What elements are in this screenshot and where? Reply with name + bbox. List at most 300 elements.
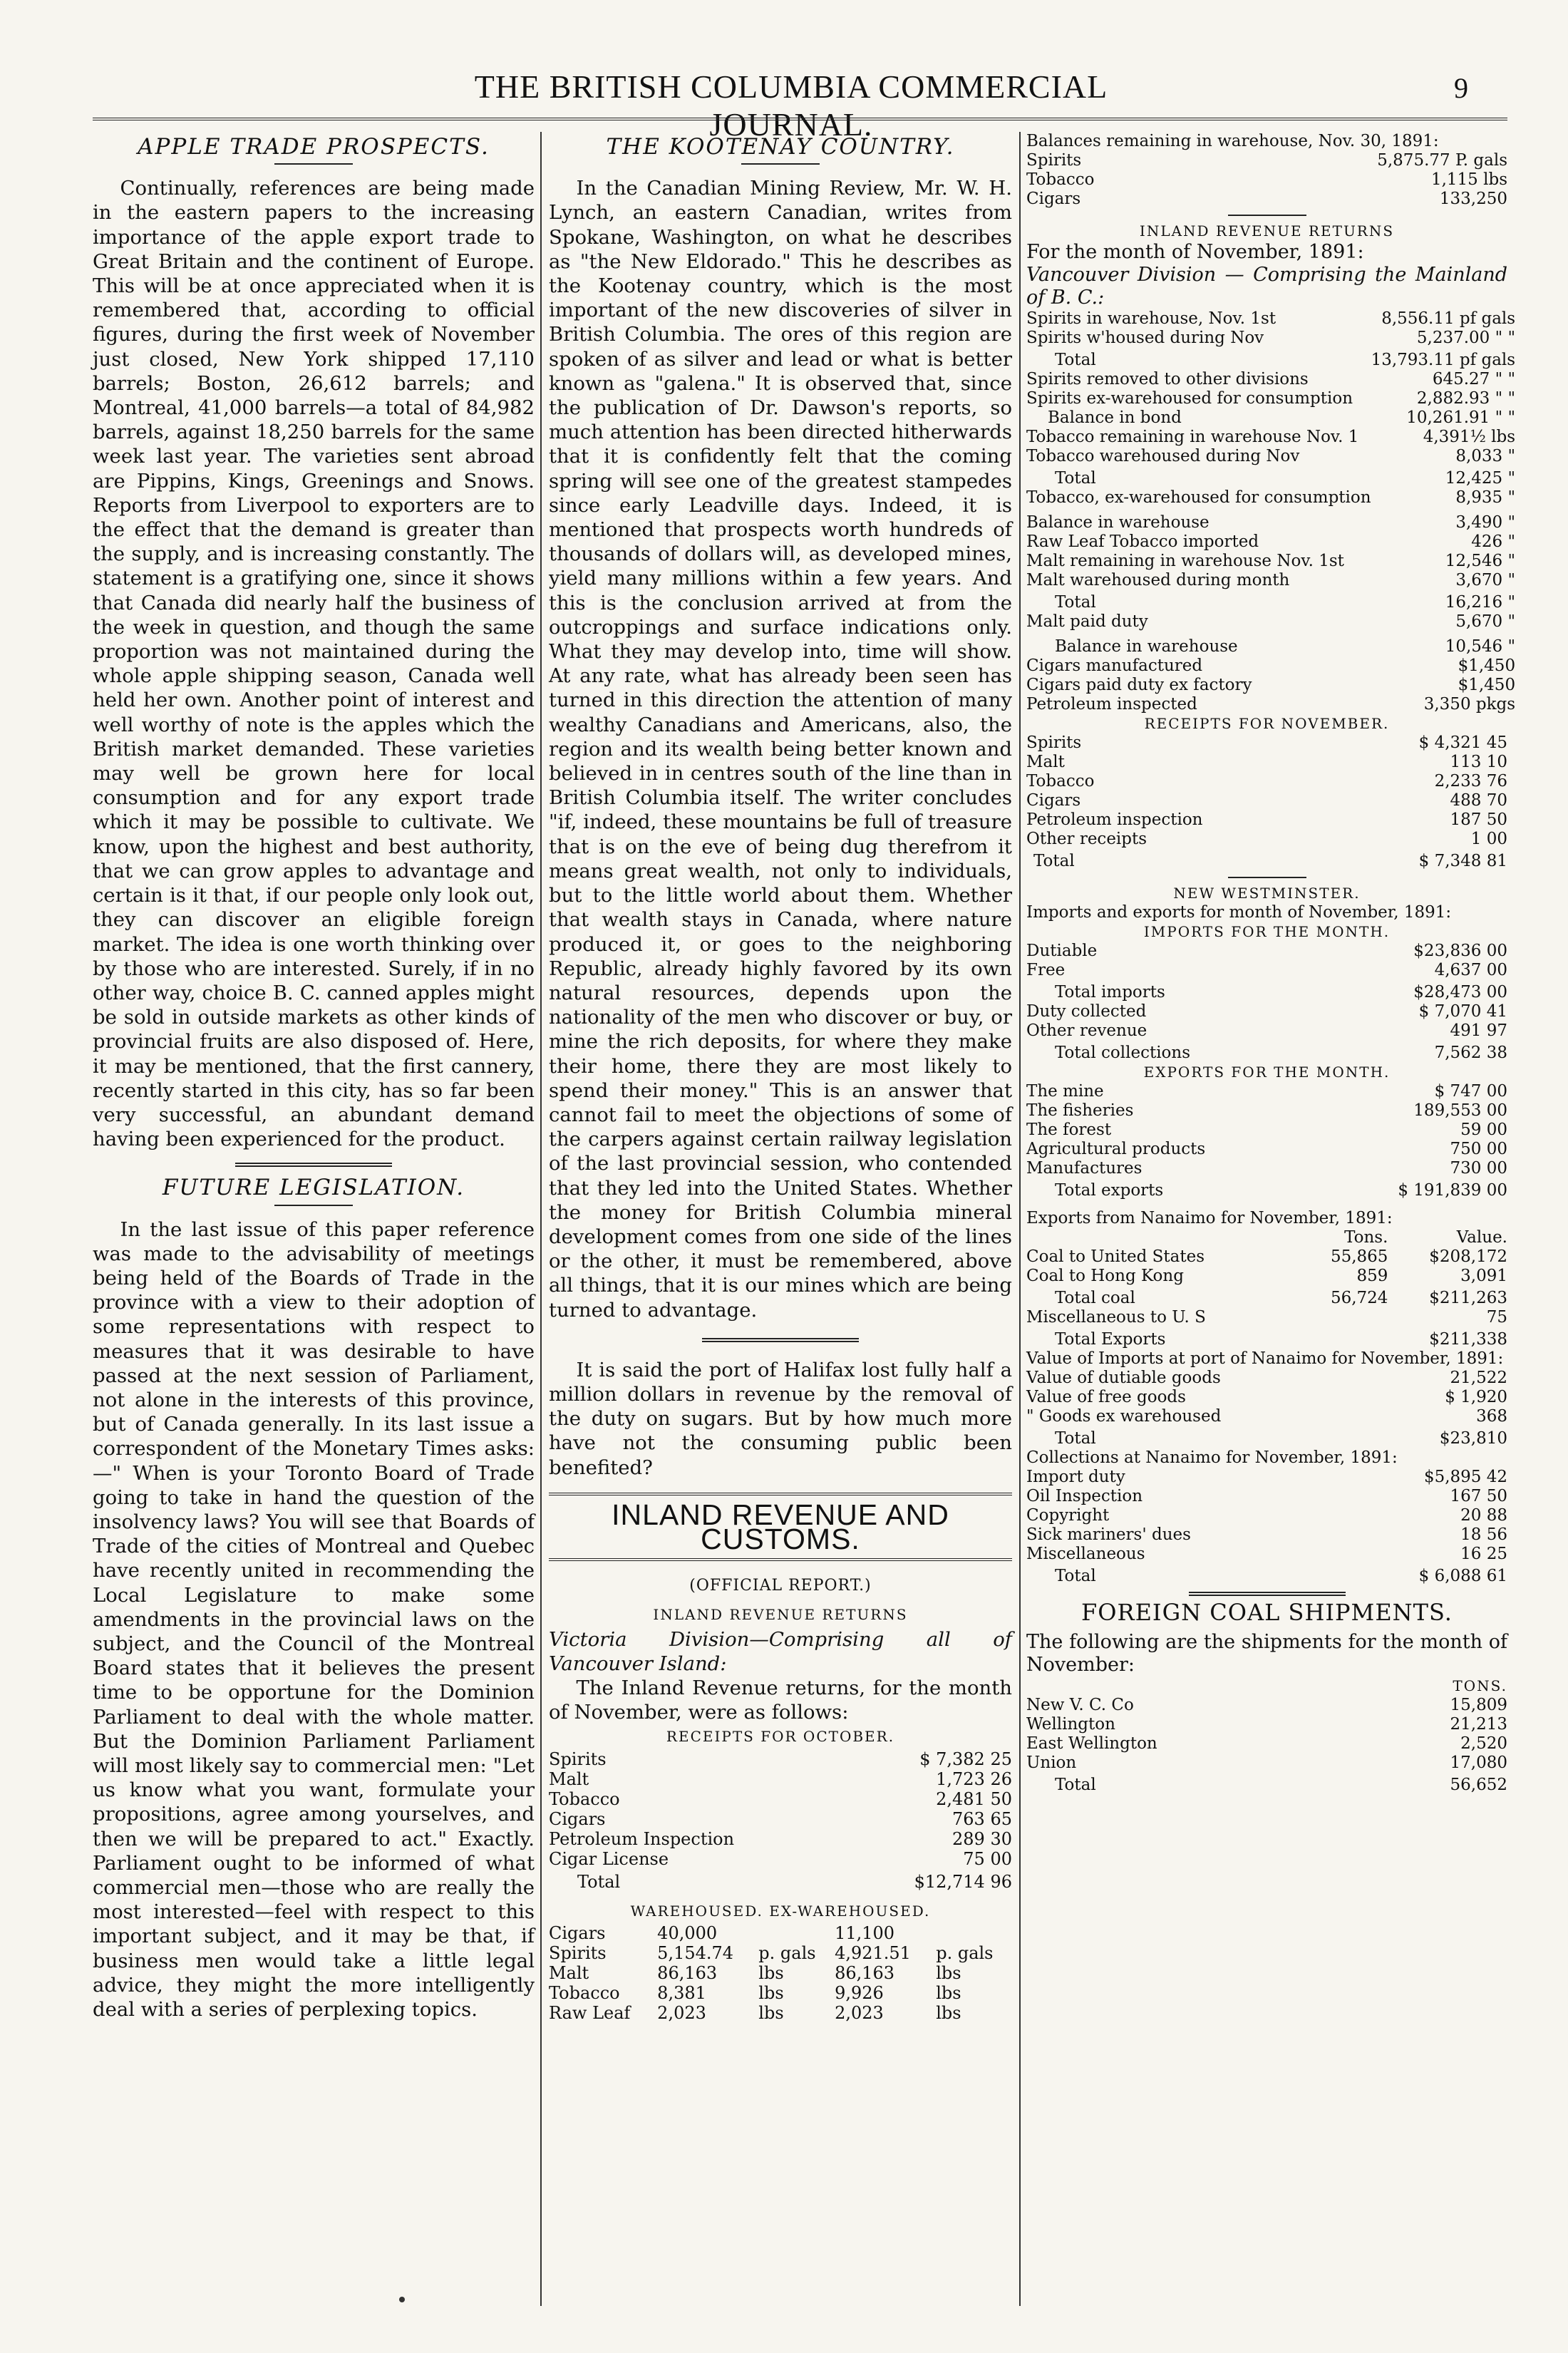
row-value: 56,652 <box>1450 1776 1507 1794</box>
row-label: Other revenue <box>1026 1021 1147 1040</box>
balances-table <box>1026 151 1507 209</box>
row-label: Total <box>1055 1567 1096 1585</box>
title-rule <box>1228 215 1306 216</box>
vancouver-table <box>1026 309 1515 714</box>
row-unit: lbs <box>936 1982 961 2003</box>
nw-exports-table <box>1026 1082 1507 1200</box>
table-row <box>1026 1487 1507 1506</box>
section-divider <box>235 1163 392 1167</box>
row-value: 2,481 50 <box>936 1788 1012 1809</box>
row-label: Spirits <box>1026 151 1082 170</box>
intro-text: Collections at Nanaimo for November, 1891: <box>1026 1448 1398 1467</box>
table-row <box>1026 370 1515 389</box>
row-value: $ 1,920 <box>1445 1388 1507 1406</box>
column-left <box>93 132 535 2022</box>
table-row <box>1026 753 1507 772</box>
column-header <box>1026 1228 1301 1247</box>
row-unit: lbs <box>758 2002 784 2023</box>
row-label: Coal to United States <box>1026 1247 1205 1266</box>
table-row <box>1026 1121 1507 1140</box>
table-row <box>1026 1159 1507 1178</box>
table-heading: INLAND REVENUE RETURNS <box>653 1606 908 1624</box>
table-row <box>1026 961 1507 980</box>
table-row <box>549 1809 1012 1829</box>
row-label: Total coal <box>1055 1289 1135 1307</box>
row-label: Cigars <box>1026 791 1081 810</box>
row-label: Total <box>1055 351 1096 369</box>
row-value: 16 25 <box>1460 1545 1507 1563</box>
row-value: $ 7,348 81 <box>1418 852 1507 870</box>
total-row <box>1026 1564 1507 1586</box>
title-rule <box>274 1205 353 1206</box>
row-label: Value of dutiable goods <box>1026 1369 1221 1387</box>
row-value: 3,091 <box>1460 1267 1507 1285</box>
intro-text: For the month of November, 1891: <box>1026 241 1364 263</box>
page-dot <box>399 2297 405 2302</box>
row-label: Cigars <box>549 1808 606 1829</box>
row-value: 11,100 <box>835 1922 895 1943</box>
row-unit: lbs <box>758 1982 784 2003</box>
article-title: FUTURE LEGISLATION. <box>162 1175 465 1201</box>
coal-table <box>1026 1677 1507 1795</box>
row-value: 10,546 " <box>1445 637 1516 656</box>
table-row <box>549 1749 1012 1769</box>
row-value: $ 7,070 41 <box>1418 1002 1507 1021</box>
row-label: Cigars paid duty ex factory <box>1026 676 1252 694</box>
row-value: $ 7,382 25 <box>919 1749 1012 1769</box>
row-value: 86,163 <box>835 1962 895 1983</box>
table-row <box>1026 1696 1507 1715</box>
row-value: 5,875.77 P. gals <box>1377 151 1507 170</box>
table-row <box>1026 532 1515 552</box>
row-label: Tobacco remaining in warehouse Nov. 1 <box>1026 428 1359 446</box>
row-label: Tobacco <box>549 1788 620 1809</box>
row-value: 10,261.91 " " <box>1406 408 1516 427</box>
row-label: Malt <box>549 1962 589 1983</box>
row-label: Total <box>1055 1429 1096 1448</box>
total-row <box>1026 1041 1507 1063</box>
table-row <box>1026 1308 1507 1327</box>
article-title: THE KOOTENAY COUNTRY. <box>606 134 955 160</box>
row-label: Spirits <box>549 1749 607 1769</box>
row-label: Dutiable <box>1026 942 1098 960</box>
row-value: 3,670 " <box>1455 571 1516 589</box>
table-row <box>1026 1468 1507 1487</box>
row-label: Total <box>1055 593 1096 612</box>
row-label: Spirits removed to other divisions <box>1026 370 1309 388</box>
row-value: 55,865 <box>1330 1247 1388 1266</box>
row-label: Wellington <box>1026 1715 1115 1734</box>
row-label: Total <box>1033 852 1075 870</box>
row-value: 167 50 <box>1450 1487 1507 1505</box>
row-label: Petroleum inspection <box>1026 810 1203 829</box>
table-row <box>1026 1407 1507 1426</box>
collections-table <box>1026 1468 1507 1586</box>
table-row <box>1026 695 1515 714</box>
row-unit: lbs <box>936 2002 961 2023</box>
row-value: 4,391½ lbs <box>1423 428 1516 446</box>
table-row <box>1026 447 1515 466</box>
row-label: Total <box>1055 469 1096 488</box>
row-value: 13,793.11 pf gals <box>1371 351 1516 369</box>
row-value: 2,023 <box>835 2002 884 2023</box>
table-row <box>549 1789 1012 1809</box>
column-middle <box>549 132 1012 2023</box>
row-value: 8,935 " <box>1455 488 1516 507</box>
row-value: 9,926 <box>835 1982 884 2003</box>
row-value: 4,637 00 <box>1434 961 1507 979</box>
total-row <box>1026 1426 1507 1448</box>
article-body: It is said the port of Halifax lost fully half a million dollars in revenue by the removal of the duty on sugars. But by how much more have not the consuming public been benefited? <box>549 1358 1012 1479</box>
row-value: 859 <box>1356 1267 1388 1285</box>
row-value: 5,237.00 " " <box>1416 329 1516 347</box>
row-label: Spirits <box>549 1942 607 1963</box>
row-value: 15,809 <box>1450 1696 1507 1714</box>
row-unit: p. gals <box>758 1942 816 1963</box>
row-label: Sick mariners' dues <box>1026 1525 1191 1544</box>
row-label: The fisheries <box>1026 1101 1134 1120</box>
row-label: Union <box>1026 1754 1077 1772</box>
row-label: Copyright <box>1026 1506 1110 1525</box>
table-row <box>1026 428 1515 447</box>
intro-text: Value of Imports at port of Nanaimo for November, 1891: <box>1026 1349 1504 1368</box>
article-body: The Inland Revenue returns, for the month of November, were as follows: <box>549 1676 1012 1724</box>
row-value: 18 56 <box>1460 1525 1507 1544</box>
row-label: Duty collected <box>1026 1002 1147 1021</box>
title-rule <box>1228 877 1306 878</box>
row-label: The mine <box>1026 1082 1104 1101</box>
table-row <box>1026 1734 1507 1754</box>
row-value: 2,023 <box>657 2002 706 2023</box>
table-row <box>549 2003 1012 2023</box>
row-label: East Wellington <box>1026 1734 1157 1753</box>
table-row <box>1026 1525 1507 1545</box>
total-row <box>1026 466 1515 488</box>
table-row <box>1026 612 1515 632</box>
row-value: 289 30 <box>952 1828 1012 1849</box>
table-row <box>1026 329 1515 348</box>
row-label: Balance in warehouse <box>1055 637 1238 656</box>
table-row <box>1026 733 1507 753</box>
row-value: 5,154.74 <box>657 1942 734 1963</box>
section-divider <box>1189 1592 1346 1596</box>
table-row <box>549 1923 1012 1943</box>
table-row <box>1026 1545 1507 1564</box>
row-value: 750 00 <box>1450 1140 1507 1158</box>
table-heading: RECEIPTS FOR NOVEMBER. <box>1144 715 1390 732</box>
row-label: Spirits ex-warehoused for consumption <box>1026 389 1353 408</box>
table-row <box>1026 571 1515 590</box>
article-body: In the last issue of this paper reference was made to the advisability of meetings being held of the Boards of Trade in the province with a view to their adoption of some representations with respect to measures that it was desirable to have passed at the next session of Parliament, not alone in the interests of this province, but of Canada generally. In its last issue a correspondent of the Monetary Times asks:—" When is your Toronto Board of Trade going to take in hand the question of the insolvency laws? You will see that Boards of Trade of the cities of Montreal and Quebec have recently united in recommending the Local Legislature to make some amendments in the provincial laws on the subject, and the Council of the Montreal Board states that it believes the present time to be opportune for the Dominion Parliament to deal with the whole matter. But the Dominion Parliament Parliament will most likely say to commercial men: "Let us know what you want, formulate your propositions, agree among yourselves, and then we will be prepared to act." Exactly. Parliament ought to be informed of what commercial men—those who are really the most interested—feel with respect to this important subject, and it may be that, if business men would take a little legal advice, they might the more intelligently deal with a series of perplexing topics. <box>93 1217 535 2022</box>
table-row <box>1026 1002 1507 1021</box>
row-value: 763 65 <box>952 1808 1012 1829</box>
row-value: 187 50 <box>1450 810 1507 829</box>
table-row <box>1026 772 1507 791</box>
row-value: 75 <box>1486 1308 1507 1327</box>
row-unit <box>758 1923 835 1943</box>
row-label: Total Exports <box>1055 1330 1166 1349</box>
warehoused-table <box>549 1923 1012 2023</box>
row-label: Tobacco, ex-warehoused for consumption <box>1026 488 1371 507</box>
row-value <box>1301 1308 1388 1327</box>
row-label: Coal to Hong Kong <box>1026 1267 1184 1285</box>
row-label: Malt warehoused during month <box>1026 571 1290 589</box>
row-value: $23,836 00 <box>1413 942 1507 960</box>
row-label: Malt <box>549 1768 589 1789</box>
total-row <box>1026 1286 1507 1308</box>
row-value: 189,553 00 <box>1413 1101 1507 1120</box>
row-value: $5,895 42 <box>1423 1468 1507 1486</box>
table-row <box>1026 151 1507 170</box>
total-row <box>1026 1327 1507 1349</box>
table-heading: INLAND REVENUE RETURNS <box>1139 222 1395 240</box>
row-value: 3,490 " <box>1455 513 1516 532</box>
row-unit: lbs <box>936 1962 961 1983</box>
row-value <box>1301 1327 1388 1349</box>
table-header-row <box>1026 1677 1507 1696</box>
row-unit: lbs <box>758 1962 784 1983</box>
section-subtitle: (OFFICIAL REPORT.) <box>689 1577 872 1595</box>
row-value: 133,250 <box>1439 190 1507 208</box>
table-heading: EXPORTS FOR THE MONTH. <box>1143 1064 1391 1081</box>
total-row <box>1026 1773 1507 1795</box>
row-value: 1 00 <box>1470 830 1507 848</box>
column-separator <box>540 132 542 2306</box>
row-value: 8,556.11 pf gals <box>1381 309 1516 328</box>
title-rule <box>741 163 820 165</box>
row-value: 2,520 <box>1460 1734 1507 1753</box>
receipts-table <box>549 1749 1012 1892</box>
receipts-november-table <box>1026 733 1507 871</box>
row-label: Spirits <box>1026 733 1082 752</box>
article-body: Continually, references are being made in the eastern papers to the increasing importance of the apple export trade to Great Britain and the continent of Europe. This will be at once appreciated when it is remembered that, according to official figures, during the first week of November just closed, New York shipped 17,110 barrels; Boston, 26,612 barrels; and Montreal, 41,000 barrels—a total of 84,982 barrels, against 18,250 barrels for the same week last year. The varieties sent abroad are Pippins, Kings, Greenings and Snows. Reports from Liverpool to exporters are to the effect that the demand is greater than the supply, and is increasing constantly. The statement is a gratifying one, since it shows that Canada did nearly half the business of the week in question, and though the same proportion was not maintained during the whole apple shipping season, Canada well held her own. Another point of interest and well worthy of note is the apples which the British market demanded. These varieties may well be grown here for local consumption and for any export trade which it may be possible to cultivate. We know, upon the highest and best authority, that we can grow apples to advantage and certain is it that, if our people only look out, they can discover an eligible foreign market. The idea is one worth thinking over by those who are interested. Surely, if in no other way, choice B. C. canned apples might be sold in outside markets as other kinds of provincial fruits are also disposed of. Here, it may be mentioned, that the first cannery, recently started in this city, has so far been very successful, an abundant demand having been experienced for the product. <box>93 177 535 1151</box>
row-label: Cigars <box>1026 190 1081 208</box>
table-row <box>1026 942 1507 961</box>
row-label: The forest <box>1026 1121 1112 1139</box>
row-label: Spirits w'housed during Nov <box>1026 329 1264 347</box>
row-label: New V. C. Co <box>1026 1696 1134 1714</box>
row-label: Total <box>577 1871 621 1892</box>
row-label: Spirits in warehouse, Nov. 1st <box>1026 309 1276 328</box>
table-row <box>1026 830 1507 849</box>
row-label: Miscellaneous <box>1026 1545 1145 1563</box>
row-value: 491 97 <box>1450 1021 1507 1040</box>
spacer <box>1026 1200 1507 1209</box>
table-row <box>1026 676 1515 695</box>
table-row <box>1026 389 1515 408</box>
row-label: Total <box>1055 1776 1096 1794</box>
row-label: Cigars <box>549 1922 606 1943</box>
table-row <box>1026 1082 1507 1101</box>
table-row <box>1026 488 1515 508</box>
row-value: 75 00 <box>963 1848 1012 1869</box>
row-label: Cigars manufactured <box>1026 657 1203 675</box>
table-row <box>1026 190 1507 209</box>
row-value: 730 00 <box>1450 1159 1507 1178</box>
row-value: 21,213 <box>1450 1715 1507 1734</box>
section-divider <box>702 1338 859 1342</box>
table-row <box>1026 1021 1507 1041</box>
row-label: Tobacco <box>549 1982 620 2003</box>
total-row <box>1026 1178 1507 1200</box>
table-row <box>549 1943 1012 1963</box>
table-header-row <box>1026 1228 1507 1247</box>
division-heading: Vancouver Division — Comprising the Mainland of B. C.: <box>1026 264 1507 309</box>
article-title: APPLE TRADE PROSPECTS. <box>138 134 490 160</box>
row-label: Malt remaining in warehouse Nov. 1st <box>1026 552 1344 570</box>
intro-text: The following are the shipments for the month of November: <box>1026 1631 1507 1676</box>
row-label: Agricultural products <box>1026 1140 1206 1158</box>
row-value: 21,522 <box>1450 1369 1507 1387</box>
row-value: $ 747 00 <box>1434 1082 1507 1101</box>
row-value: 7,562 38 <box>1434 1044 1507 1062</box>
nw-imports-table <box>1026 942 1507 1063</box>
table-row <box>1026 170 1507 190</box>
row-value: 56,724 <box>1330 1289 1388 1307</box>
division-heading: Victoria Division—Comprising all of Vancouver Island: <box>549 1627 1012 1675</box>
intro-text: Exports from Nanaimo for November, 1891: <box>1026 1209 1393 1227</box>
row-value: 426 " <box>1471 532 1516 551</box>
section-banner: INLAND REVENUE AND CUSTOMS. <box>549 1493 1012 1561</box>
table-row <box>1026 1247 1507 1267</box>
article-body: In the Canadian Mining Review, Mr. W. H. Lynch, an eastern Canadian, writes from Spokane, Washington, on what he describes as "the New Eldorado." This he describes as the Kootenay country, which is the most important of the new discoveries of silver in British Columbia. The ores of this region are spoken of as silver and lead or what is better known as "galena." It is observed that, since the publication of Dr. Dawson's reports, so much attention has been directed hitherwards that it is confidently felt that the coming spring will see one of the greatest stampedes since early Leadville days. Indeed, it is mentioned that prospects worth hundreds of thousands of dollars will, as developed mines, yield many millions within a few years. And this is the conclusion arrived at from the outcroppings and surface indications only. What they may develop into, time will show. At any rate, what has already been seen has turned in this direction the attention of many wealthy Canadians and Americans, also, the region and its wealth being better known and believed in in centres south of the line than in British Columbia itself. The writer concludes "if, indeed, these mountains be full of treasure that is on the eve of being dug therefrom it means great wealth, not only to individuals, but to the little world about them. Whether that wealth stays in Canada, where nature produced it, or goes to the neighboring Republic, already highly favored by its own natural resources, depends upon the nationality of the men who discover or buy, or mine the rich deposits, for where they make their home, there they are most likely to spend their money." This is an answer that cannot fail to meet the objections of some of the carpers against certain railway legislation of the last provincial session, who contended that they led into the United States. Whether the money for British Columbia mineral development comes from one side of the lines or the other, it must be remembered, above all things, that it is our mines which are being turned to advantage. <box>549 177 1012 1322</box>
row-value: 59 00 <box>1460 1121 1507 1139</box>
row-label: Free <box>1026 961 1066 979</box>
table-row <box>1026 1369 1507 1388</box>
row-label: Tobacco <box>1026 772 1095 791</box>
table-row <box>549 1849 1012 1869</box>
table-row <box>1026 657 1515 676</box>
section-heading: FOREIGN COAL SHIPMENTS. <box>1081 1599 1453 1626</box>
row-value: $12,714 96 <box>914 1871 1012 1892</box>
row-label: Other receipts <box>1026 830 1147 848</box>
row-label: Balance in bond <box>1048 408 1182 427</box>
row-label: Miscellaneous to U. S <box>1026 1308 1206 1327</box>
row-value: 17,080 <box>1450 1754 1507 1772</box>
row-value: $23,810 <box>1439 1429 1507 1448</box>
row-value: 3,350 pkgs <box>1423 695 1516 714</box>
table-heading: Balances remaining in warehouse, Nov. 30, 1891: <box>1026 132 1439 150</box>
table-row <box>1026 1715 1507 1734</box>
row-label: Import duty <box>1026 1468 1125 1486</box>
row-value: 1,115 lbs <box>1430 170 1507 189</box>
table-row <box>549 1983 1012 2003</box>
row-value: 2,882.93 " " <box>1416 389 1516 408</box>
row-value: $211,263 <box>1429 1289 1507 1307</box>
column-right <box>1026 132 1516 1795</box>
row-value: $ 191,839 00 <box>1398 1181 1507 1200</box>
row-label: Total collections <box>1055 1044 1191 1062</box>
table-row <box>1026 810 1507 830</box>
row-label: Tobacco <box>1026 170 1095 189</box>
row-value: 488 70 <box>1450 791 1507 810</box>
masthead-rule <box>93 118 1507 120</box>
row-value: $ 6,088 61 <box>1418 1567 1507 1585</box>
row-label: Total exports <box>1055 1181 1164 1200</box>
row-value: $ 4,321 45 <box>1418 733 1507 752</box>
table-row <box>1026 1388 1507 1407</box>
masthead-title: THE BRITISH COLUMBIA COMMERCIAL JOURNAL. <box>474 68 1108 143</box>
table-row <box>1026 408 1515 428</box>
row-label: Total imports <box>1055 983 1165 1002</box>
row-value: 645.27 " " <box>1432 370 1516 388</box>
column-separator <box>1019 132 1021 2306</box>
table-heading: WAREHOUSED. EX-WAREHOUSED. <box>630 1902 931 1920</box>
row-label: Malt paid duty <box>1026 612 1148 631</box>
row-value: $211,338 <box>1429 1330 1507 1349</box>
table-heading: IMPORTS FOR THE MONTH. <box>1143 923 1391 940</box>
table-row <box>1026 1506 1507 1525</box>
row-value: $1,450 <box>1458 676 1516 694</box>
column-header: Tons. <box>1344 1228 1388 1247</box>
total-row <box>1026 590 1515 612</box>
row-value: 8,381 <box>657 1982 706 2003</box>
total-row <box>1026 980 1507 1002</box>
row-value: 2,233 76 <box>1434 772 1507 791</box>
row-value: 40,000 <box>657 1922 718 1943</box>
row-value: 5,670 " <box>1455 612 1516 631</box>
table-row <box>1026 309 1515 329</box>
row-value: 1,723 26 <box>936 1768 1012 1789</box>
row-label: Tobacco warehoused during Nov <box>1026 447 1300 465</box>
row-unit: p. gals <box>936 1942 994 1963</box>
table-heading: NEW WESTMINSTER. <box>1173 885 1361 902</box>
table-row <box>1026 552 1515 571</box>
total-row <box>1026 348 1515 370</box>
row-label: Petroleum Inspection <box>549 1828 735 1849</box>
row-label: Malt <box>1026 753 1065 771</box>
total-row <box>549 1869 1012 1892</box>
row-value: 12,425 " <box>1445 469 1516 488</box>
intro-text: Imports and exports for month of November, 1891: <box>1026 903 1452 922</box>
page-number: 9 <box>1454 72 1468 104</box>
table-row <box>549 1769 1012 1789</box>
row-label: Raw Leaf <box>549 2002 631 2023</box>
row-value: $1,450 <box>1458 657 1516 675</box>
row-label: Oil Inspection <box>1026 1487 1143 1505</box>
table-row <box>1026 1140 1507 1159</box>
row-label: Petroleum inspected <box>1026 695 1197 714</box>
row-value: 16,216 " <box>1445 593 1516 612</box>
row-label: Cigar License <box>549 1848 669 1869</box>
row-label: Value of free goods <box>1026 1388 1186 1406</box>
row-value: $28,473 00 <box>1413 983 1507 1002</box>
row-value: 8,033 " <box>1455 447 1516 465</box>
column-header: TONS. <box>1453 1677 1507 1694</box>
row-value: 20 88 <box>1460 1506 1507 1525</box>
row-unit <box>936 1923 1012 1943</box>
nanaimo-exports-table <box>1026 1228 1507 1349</box>
row-label: Raw Leaf Tobacco imported <box>1026 532 1259 551</box>
row-value: 12,546 " <box>1445 552 1516 570</box>
table-row <box>1026 508 1515 532</box>
row-label: " Goods ex warehoused <box>1026 1407 1222 1426</box>
table-heading: RECEIPTS FOR OCTOBER. <box>666 1728 895 1746</box>
table-row <box>1026 1267 1507 1286</box>
row-value: 4,921.51 <box>835 1942 911 1963</box>
title-rule <box>274 163 353 165</box>
row-value: 86,163 <box>657 1962 718 1983</box>
column-header <box>1026 1677 1361 1696</box>
table-row <box>1026 1754 1507 1773</box>
row-label: Balance in warehouse <box>1026 513 1209 532</box>
total-row <box>1026 849 1507 871</box>
table-row <box>549 1963 1012 1983</box>
table-row <box>1026 1101 1507 1121</box>
column-header: Value. <box>1456 1228 1507 1247</box>
nanaimo-imports-table <box>1026 1369 1507 1448</box>
row-value: $208,172 <box>1429 1247 1507 1266</box>
